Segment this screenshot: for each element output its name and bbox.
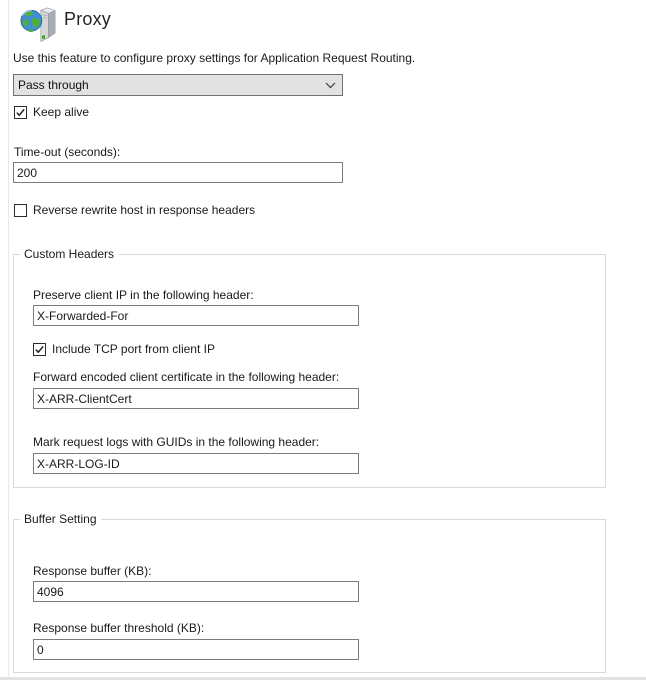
include-tcp-port-row bbox=[33, 342, 215, 356]
left-divider bbox=[8, 0, 9, 678]
preserve-client-ip-label: Preserve client IP in the following header: bbox=[33, 288, 254, 302]
include-tcp-port-label: Include TCP port from client IP bbox=[52, 342, 215, 356]
bottom-divider bbox=[0, 677, 646, 680]
reverse-rewrite-row bbox=[14, 203, 255, 217]
forwarding-mode-value: Pass through bbox=[18, 78, 89, 92]
guid-log-header-input[interactable] bbox=[33, 453, 359, 474]
response-buffer-threshold-label: Response buffer threshold (KB): bbox=[33, 621, 205, 635]
timeout-label: Time-out (seconds): bbox=[14, 145, 121, 159]
keep-alive-checkbox[interactable] bbox=[14, 106, 27, 119]
timeout-input[interactable] bbox=[13, 162, 343, 183]
response-buffer-label: Response buffer (KB): bbox=[33, 564, 152, 578]
checkmark-icon bbox=[34, 344, 45, 355]
custom-headers-group-title: Custom Headers bbox=[24, 247, 115, 261]
reverse-rewrite-checkbox[interactable] bbox=[14, 204, 27, 217]
client-cert-header-label: Forward encoded client certificate in the following header: bbox=[33, 370, 340, 384]
chevron-down-icon bbox=[325, 82, 336, 89]
buffer-setting-group-title: Buffer Setting bbox=[24, 512, 97, 526]
response-buffer-threshold-input[interactable] bbox=[33, 639, 359, 660]
feature-description: Use this feature to configure proxy settings for Application Request Routing. bbox=[13, 51, 416, 65]
reverse-rewrite-label: Reverse rewrite host in response headers bbox=[33, 203, 256, 217]
keep-alive-row bbox=[14, 105, 89, 119]
proxy-globe-server-icon bbox=[19, 3, 57, 44]
preserve-client-ip-input[interactable] bbox=[33, 305, 359, 326]
checkmark-icon bbox=[15, 107, 26, 118]
guid-log-header-label: Mark request logs with GUIDs in the following header: bbox=[33, 435, 320, 449]
include-tcp-port-checkbox[interactable] bbox=[33, 343, 46, 356]
custom-headers-group bbox=[13, 247, 606, 488]
client-cert-header-input[interactable] bbox=[33, 388, 359, 409]
keep-alive-label: Keep alive bbox=[33, 105, 90, 119]
forwarding-mode-select[interactable] bbox=[13, 74, 343, 96]
buffer-setting-group bbox=[13, 512, 606, 673]
response-buffer-input[interactable] bbox=[33, 581, 359, 602]
page-title: Proxy bbox=[64, 9, 112, 29]
